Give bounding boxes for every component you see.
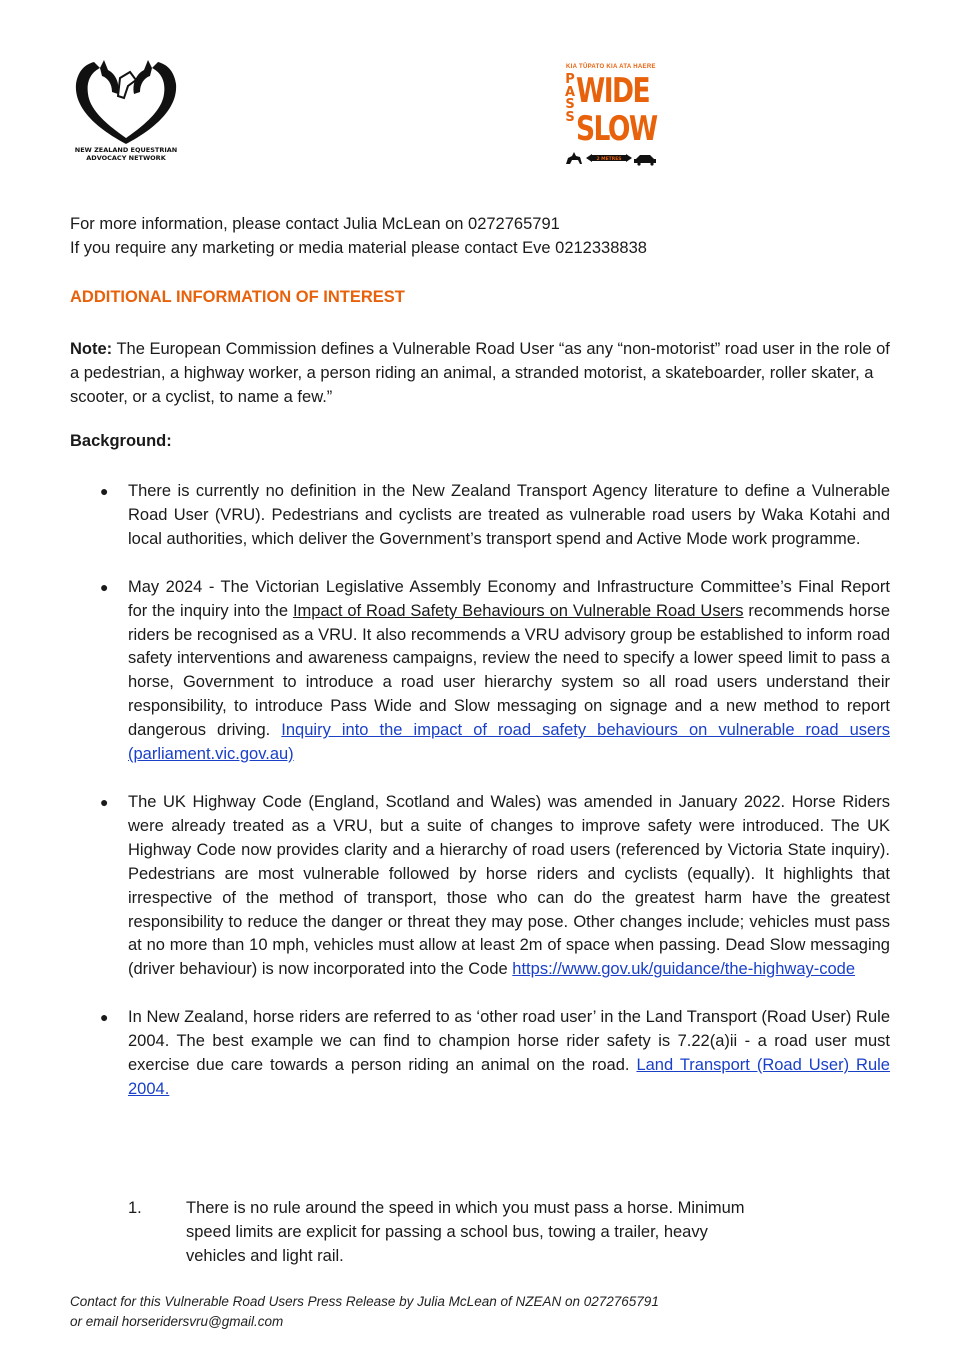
- logo-tagline: KIA TŪPATO KIA ATA HAERE: [566, 64, 656, 70]
- bullet-dot: ●: [100, 578, 109, 595]
- bullet-item: [70, 1006, 890, 1102]
- horse-car-arrow-icon: [564, 150, 660, 166]
- horse-heads-icon: [66, 58, 186, 148]
- list-item-text: There is no rule around the speed in which you must pass a horse. Minimum speed limits are explicit for passing a school bus, towing a trailer, heavy vehicles and light rail.: [186, 1199, 745, 1265]
- bullet-text: There is currently no definition in the New Zealand Transport Agency literature to define a Vulnerable Road User (VRU). Pedestrians and cyclists are treated as vulnerable road users by Waka Kotahi and local authorities, which deliver the Government’s transport spend and Active Mode work programme.: [128, 482, 890, 548]
- section-heading: ADDITIONAL INFORMATION OF INTEREST: [70, 288, 405, 306]
- logo-pass-text: PASS: [565, 72, 576, 125]
- contact-line-eve: If you require any marketing or media material please contact Eve 0212338838: [70, 239, 647, 257]
- bullet-text: May 2024 - The Victorian Legislative Assembly Economy and Infrastructure Committee’s Final Report for the inquiry into the: [128, 577, 890, 620]
- note-label: Note:: [70, 340, 113, 358]
- bullet-text-continued: recommends horse riders be recognised as a VRU. It also recommends a VRU advisory group be established to inform road safety interventions and awareness campaigns, review the need to specify a lower speed limit to pass a horse, Government to introduce a road user hierarchy system so all road users understand their responsibility, to introduce Pass Wide and Slow messaging on signage and a new method to report dangerous driving.: [128, 601, 890, 740]
- bullet-text: In New Zealand, horse riders are referred to as ‘other road user’ in the Land Transport (Road User) Rule 2004. The best example we can find to champion horse rider safety is 7.22(a)ii - a road user must exercise due care towards a person riding an animal on the road.: [128, 1008, 890, 1075]
- victoria-inquiry-link[interactable]: Inquiry into the impact of road safety behaviours on vulnerable road users (parliament.vic.gov.au): [128, 721, 890, 764]
- footer-line-2: or email horseridersvru@gmail.com: [70, 1314, 284, 1329]
- bullet-text: The UK Highway Code (England, Scotland and Wales) was amended in January 2022. Horse Riders were already treated as a VRU, but a suite of changes to improve safety were introduced. The UK Highway Code now provides clarity and a hierarchy of road users (referenced by Victoria State inquiry). Pedestrians are most vulnerable followed by horse riders and cyclists (equally). It highlights that irrespective of the method of transport, those who can do the greatest harm have the greatest responsibility to reduce the danger or threat they may pose. Other changes include; vehicles must pass at no more than 10 mph, vehicles must allow at least 2m of space when passing. Dead Slow messaging (driver behaviour) is now incorporated into the Code: [128, 792, 890, 979]
- contact-info: [70, 212, 900, 260]
- logo-wide-text: WIDE: [576, 71, 650, 111]
- bullet-dot: ●: [100, 793, 109, 810]
- nzean-org-name: NEW ZEALAND EQUESTRIAN ADVOCACY NETWORK: [74, 146, 178, 162]
- background-title: Background:: [70, 432, 172, 450]
- page-footer: [70, 1292, 900, 1332]
- logo-slow-text: SLOW: [576, 109, 657, 149]
- highway-code-link[interactable]: https://www.gov.uk/guidance/the-highway-code: [512, 960, 856, 979]
- bullet-item: [70, 480, 890, 552]
- bullet-item: [70, 576, 890, 767]
- logo-pass-vertical: [564, 74, 576, 124]
- bullet-dot: ●: [100, 1009, 109, 1026]
- numbered-list-item: [128, 1196, 748, 1268]
- road-user-rule-link[interactable]: Land Transport (Road User) Rule 2004.: [128, 1056, 890, 1098]
- background-bullets: [70, 480, 890, 1126]
- contact-line-julia: For more information, please contact Julia McLean on 0272765791: [70, 215, 560, 233]
- nzean-logo: [66, 58, 186, 172]
- bullet-item: [70, 791, 890, 982]
- bullet-dot: ●: [100, 483, 109, 499]
- list-number: 1.: [128, 1199, 142, 1217]
- note-paragraph: [70, 337, 900, 409]
- logo-distance: 2 METRES: [596, 157, 622, 162]
- footer-line-1: Contact for this Vulnerable Road Users Press Release by Julia McLean of NZEAN on 0272765791: [70, 1294, 659, 1309]
- report-title-underlined: Impact of Road Safety Behaviours on Vulnerable Road Users: [292, 601, 744, 620]
- note-text: The European Commission defines a Vulnerable Road User “as any “non-motorist” road user in the role of a pedestrian, a highway worker, a person riding an animal, a stranded motorist, a skateboarder, roller skater, a scooter, or a cyclist, to name a few.”: [70, 340, 890, 406]
- pass-wide-slow-logo: [560, 64, 664, 168]
